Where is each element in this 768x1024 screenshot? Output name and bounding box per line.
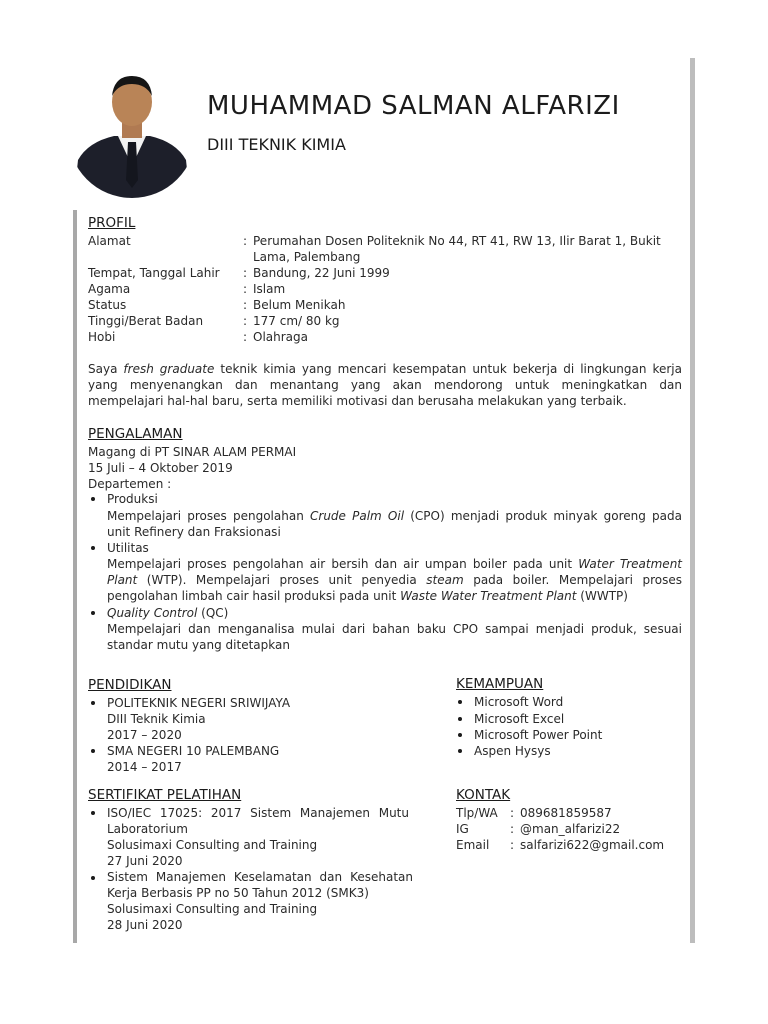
profil-value: Belum Menikah (253, 298, 346, 312)
profil-colon: : (243, 234, 248, 248)
profil-row-tinggi-berat (88, 313, 688, 329)
profile-photo (68, 70, 196, 198)
desc-text: (WWTP) (576, 589, 628, 604)
certificate-name: ISO/IEC 17025: 2017 Sistem Manajemen Mutu Laboratorium (107, 806, 409, 837)
contact-label: Tlp/WA (456, 806, 498, 820)
section-heading-kemampuan: KEMAMPUAN (456, 676, 544, 692)
desc-italic: Water Treatment Plant (107, 557, 683, 588)
summary-text: teknik kimia yang mencari kesempatan untuk bekerja di lingkungan kerja yang menyenangkan dan menantang yang akan mendorong untuk meningkatkan dan mempelajari hal-hal baru, serta memiliki motivasi dan berusaha melakukan yang terbaik. (88, 362, 682, 409)
dept-desc-qc: Mempelajari dan menganalisa mulai dari bahan baku CPO sampai menjadi produk, sesuai standar mutu yang ditetapkan (107, 622, 682, 653)
candidate-degree: DIII TEKNIK KIMIA (207, 135, 346, 154)
profil-label: Tinggi/Berat Badan (88, 314, 204, 328)
profil-row-alamat (88, 233, 688, 265)
certificate-date: 28 Juni 2020 (107, 918, 183, 932)
desc-text: (WTP). Mempelajari proses unit penyedia (137, 573, 427, 588)
profil-row-agama (88, 281, 688, 297)
education-years: 2014 – 2017 (107, 760, 182, 774)
profil-colon: : (243, 298, 248, 312)
profil-colon: : (243, 314, 248, 328)
profil-value: Perumahan Dosen Politeknik No 44, RT 41, RW 13, Ilir Barat 1, Bukit Lama, Palembang (253, 234, 661, 265)
certificate-name: Sistem Manajemen Keselamatan dan Kesehatan Kerja Berbasis PP no 50 Tahun 2012 (SMK3) (107, 870, 413, 901)
bullet-icon (91, 749, 95, 753)
section-heading-sertifikat: SERTIFIKAT PELATIHAN (88, 787, 242, 803)
desc-text: Mempelajari proses pengolahan (107, 509, 310, 523)
profil-value: Olahraga (253, 330, 308, 344)
bullet-icon (458, 749, 462, 753)
profil-value: Bandung, 22 Juni 1999 (253, 266, 390, 280)
contact-colon: : (510, 838, 515, 852)
profil-label: Status (88, 298, 127, 312)
profil-row-status (88, 297, 688, 313)
bullet-icon (91, 546, 95, 550)
section-heading-profil: PROFIL (88, 215, 136, 231)
experience-period: 15 Juli – 4 Oktober 2019 (88, 461, 233, 475)
profil-label: Hobi (88, 330, 116, 344)
dept-title-produksi: Produksi (107, 492, 158, 506)
dept-desc-produksi (107, 508, 682, 540)
summary-text: Saya (88, 362, 124, 376)
desc-text: (CPO) menjadi produk minyak goreng pada unit Refinery dan Fraksionasi (107, 509, 682, 540)
desc-text: pada boiler. Mempelajari proses pengolahan limbah cair hasil produksi pada unit (107, 573, 682, 604)
bullet-icon (91, 811, 95, 815)
qc-title-text: (QC) (197, 606, 229, 620)
profil-label: Alamat (88, 234, 131, 248)
profil-row-ttl (88, 265, 688, 281)
certificate-date: 27 Juni 2020 (107, 854, 183, 868)
contact-phone[interactable]: 089681859587 (520, 806, 612, 820)
desc-text: Mempelajari proses pengolahan air bersih dan air umpan boiler pada unit (107, 557, 579, 571)
contact-label: IG (456, 822, 469, 836)
contact-label: Email (456, 838, 490, 852)
profil-summary (88, 361, 682, 410)
education-major: DIII Teknik Kimia (107, 712, 206, 726)
profil-colon: : (243, 266, 248, 280)
qc-title-italic: Quality Control (107, 606, 198, 620)
experience-dept-label: Departemen : (88, 477, 172, 491)
profil-value: Islam (253, 282, 286, 296)
left-border-bar (73, 210, 77, 943)
skill-item: Aspen Hysys (474, 744, 551, 758)
skill-item: Microsoft Power Point (474, 728, 603, 742)
desc-italic: steam (426, 573, 464, 588)
section-heading-pengalaman: PENGALAMAN (88, 426, 183, 442)
bullet-icon (91, 876, 95, 880)
profil-colon: : (243, 282, 248, 296)
contact-colon: : (510, 822, 515, 836)
dept-desc-utilitas (107, 556, 682, 605)
skill-item: Microsoft Excel (474, 712, 565, 726)
bullet-icon (458, 717, 462, 721)
bullet-icon (91, 701, 95, 705)
section-heading-kontak: KONTAK (456, 787, 511, 803)
contact-instagram[interactable]: @man_alfarizi22 (520, 822, 621, 836)
bullet-icon (91, 497, 95, 501)
profil-label: Tempat, Tanggal Lahir (88, 266, 220, 280)
desc-italic: Crude Palm Oil (310, 509, 405, 523)
contact-email[interactable]: salfarizi622@gmail.com (520, 838, 665, 852)
bullet-icon (91, 611, 95, 615)
profil-value: 177 cm/ 80 kg (253, 314, 340, 328)
education-school: SMA NEGERI 10 PALEMBANG (107, 744, 280, 758)
profil-row-hobi (88, 329, 688, 345)
summary-italic: fresh graduate (123, 362, 215, 376)
skill-item: Microsoft Word (474, 695, 564, 709)
candidate-name: MUHAMMAD SALMAN ALFARIZI (207, 91, 620, 121)
certificate-org: Solusimaxi Consulting and Training (107, 838, 318, 852)
bullet-icon (458, 733, 462, 737)
dept-title-qc (107, 605, 228, 621)
right-border-bar (690, 58, 695, 943)
contact-colon: : (510, 806, 515, 820)
desc-italic: Waste Water Treatment Plant (400, 589, 577, 604)
profil-label: Agama (88, 282, 131, 296)
bullet-icon (458, 700, 462, 704)
section-heading-pendidikan: PENDIDIKAN (88, 677, 172, 693)
certificate-org: Solusimaxi Consulting and Training (107, 902, 318, 916)
education-years: 2017 – 2020 (107, 728, 182, 742)
profil-colon: : (243, 330, 248, 344)
education-school: POLITEKNIK NEGERI SRIWIJAYA (107, 696, 291, 710)
experience-company: Magang di PT SINAR ALAM PERMAI (88, 445, 297, 459)
dept-title-utilitas: Utilitas (107, 541, 149, 555)
